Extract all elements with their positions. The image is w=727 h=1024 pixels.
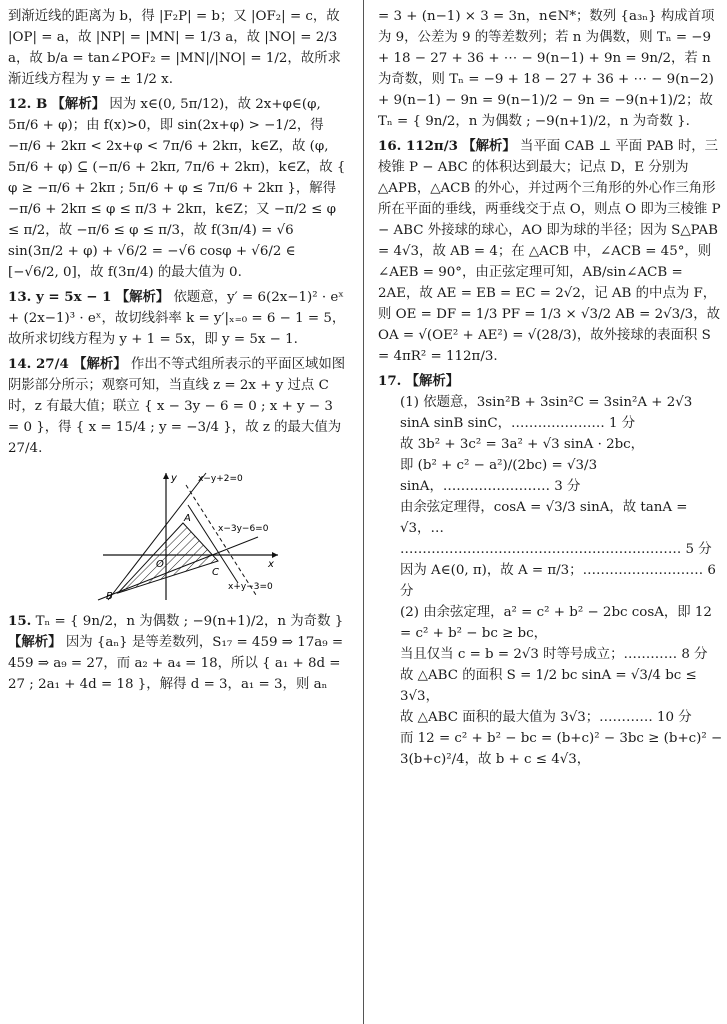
q15-text: 因为 {aₙ} 是等差数列，S₁₇ = 459 ⇒ 17a₉ = 459 ⇒ a₉ = 27，而 a₂ + a₄ = 18，所以 { a₁ + 8d = 27 ; 2a₁ + 4d = 18 }，解得 d = 3，a₁ = 3，则 aₙ — [8, 635, 344, 692]
q16-text: 当平面 CAB ⊥ 平面 PAB 时，三棱锥 P − ABC 的体积达到最大；记点 D，E 分别为 △APB，△ACB 的外心，并过两个三角形的外心作三角形所在平面的垂线，两垂线交于点 O，则点 O 即为三棱锥 P − ABC 外接球的球心，AO 即为球的半径；因为 S△PAB = 4√3，故 AB = 4；在 △ACB 中，∠ACB = 45°，则 ∠AEB = 90°，由正弦定理可知，AB/sin∠ACB = 2AE，故 AE = EB = EC = 2√2，记 AB 的中点为 F，则 OE = DF = 1/3 PF = 1/3 × √3/2 AB = 2√3/3，故 OA = √(OE² + AE²) = √(28/3)，故外接球的表面积 S = 4πR² = 112π/3. — [378, 139, 721, 364]
fig-label-x: x — [268, 559, 274, 570]
q17-line: 故 △ABC 的面积 S = 1/2 bc sinA = √3/4 bc ≤ 3√3， — [400, 668, 697, 704]
fig-label-B: B — [106, 591, 113, 602]
feasible-region — [118, 523, 218, 593]
q15-num: 15. — [8, 613, 32, 629]
fig-label-l2: x−3y−6=0 — [218, 524, 269, 534]
fig-label-l3: x+y−3=0 — [228, 582, 273, 592]
question-15 — [8, 611, 347, 695]
intro-text: 到渐近线的距离为 b，得 |F₂P| = b；又 |OF₂| = c，故 |OP| = a，故 |NP| = |MN| = 1/3 a，故 |NO| = 2/3 a，故 b/a = tan∠POF₂ = |MN|/|NO| = 1/2，故所求渐近线方程为 y = ± 1/2 x. — [8, 9, 341, 87]
question-12 — [8, 94, 347, 283]
q14-figure — [88, 465, 288, 605]
q17-num: 17. — [378, 373, 402, 389]
q17-line: (2) 由余弦定理，a² = c² + b² − 2bc cosA，即 12 = c² + b² − bc ≥ bc， — [400, 605, 712, 641]
question-14 — [8, 354, 347, 459]
q13-answer: 13. y = 5x − 1 — [8, 289, 112, 305]
q15-formula: Tₙ = { 9n/2，n 为偶数 ; −9(n+1)/2，n 为奇数 } — [35, 614, 344, 629]
q17-line: 当且仅当 c = b = 2√3 时等号成立；………… 8 分 — [400, 647, 708, 662]
fig-label-y: y — [171, 473, 177, 484]
fig-label-A: A — [184, 513, 191, 524]
fig-label-l1: x−y+2=0 — [198, 474, 243, 484]
column-divider — [363, 0, 364, 1024]
q14-text: 作出不等式组所表示的平面区域如图阴影部分所示；观察可知，当直线 z = 2x + y 过点 C 时，z 有最大值；联立 { x − 3y − 6 = 0 ; x + y − 3 = 0 }，得 { x = 15/4 ; y = −3/4 }，故 z 的最大值为 27/4. — [8, 357, 346, 456]
q17-lines — [378, 392, 723, 770]
q17-line: 故 △ABC 面积的最大值为 3√3；………… 10 分 — [400, 710, 692, 725]
q12-text: 因为 x∈(0, 5π/12)，故 2x+φ∈(φ, 5π/6 + φ)；由 f(x)>0，即 sin(2x+φ) > −1/2，得 −π/6 + 2kπ < 2x+φ < 7π/6 + 2kπ，k∈Z，故 (φ, 5π/6 + φ) ⊆ (−π/6 + 2kπ, 7π/6 + 2kπ)，k∈Z，故 { φ ≥ −π/6 + 2kπ ; 5π/6 + φ ≤ 7π/6 + 2kπ }，解得 −π/6 + 2kπ ≤ φ ≤ π/3 + 2kπ，k∈Z；又 −π/2 ≤ φ ≤ π/2，故 −π/6 ≤ φ ≤ π/3，故 f(3π/4) = √6 sin(3π/2 + φ) + √6/2 = −√6 cosφ + √6/2 ∈ [−√6/2, 0]，故 f(3π/4) 的最大值为 0. — [8, 97, 346, 280]
q14-tag: 【解析】 — [73, 356, 127, 372]
question-16 — [378, 136, 723, 367]
q12-answer: 12. B — [8, 96, 48, 112]
q17-line: 由余弦定理得，cosA = √3/3 sinA，故 tanA = √3，… — [400, 500, 688, 536]
q17-line: (1) 依题意，3sin²B + 3sin²C = 3sin²A + 2√3 sinA sinB sinC，………………… 1 分 — [400, 395, 693, 431]
q14-answer: 14. 27/4 — [8, 356, 69, 372]
fig-label-C: C — [212, 567, 219, 578]
left-column — [0, 0, 353, 699]
question-13 — [8, 287, 347, 350]
q17-line: ……………………………………………………… 5 分 — [400, 542, 712, 557]
q17-line: 故 3b² + 3c² = 3a² + √3 sinA · 2bc， — [400, 437, 645, 452]
q15-continued: = 3 + (n−1) × 3 = 3n，n∈N*；数列 {a₃ₙ} 构成首项为 9，公差为 9 的等差数列；若 n 为偶数，则 Tₙ = −9 + 18 − 27 + 36 + ⋯ − 9(n−1) + 9n = 9n/2，若 n 为奇数，则 Tₙ = −9 + 18 − 27 + 36 + ⋯ − 9(n−2) + 9(n−1) − 9n = 9(n−1)/2 − 9n = −9(n+1)/2；故 Tₙ = { 9n/2，n 为偶数 ; −9(n+1)/2，n 为奇数 }. — [378, 9, 715, 129]
q17-line: 即 (b² + c² − a²)/(2bc) = √3/3 sinA，…………………… 3 分 — [400, 458, 598, 494]
q12-tag: 【解析】 — [51, 96, 106, 112]
q13-tag: 【解析】 — [115, 289, 170, 305]
right-column — [372, 0, 727, 774]
q16-tag: 【解析】 — [462, 138, 516, 154]
q16-answer: 16. 112π/3 — [378, 138, 458, 154]
q15-tag: 【解析】 — [8, 634, 62, 650]
q13-text: 依题意，y′ = 6(2x−1)² · eˣ + (2x−1)³ · eˣ，故切线斜率 k = y′|ₓ₌₀ = 6 − 1 = 5，故所求切线方程为 y + 1 = 5x，即 y = 5x − 1. — [8, 290, 346, 347]
fig-label-O: O — [156, 559, 164, 570]
question-17 — [378, 371, 723, 770]
q17-line: 而 12 = c² + b² − bc = (b+c)² − 3bc ≥ (b+c)² − 3(b+c)²/4，故 b + c ≤ 4√3， — [400, 731, 723, 767]
q17-tag: 【解析】 — [405, 373, 460, 389]
q17-line: 因为 A∈(0, π)，故 A = π/3；……………………… 6 分 — [400, 563, 716, 599]
